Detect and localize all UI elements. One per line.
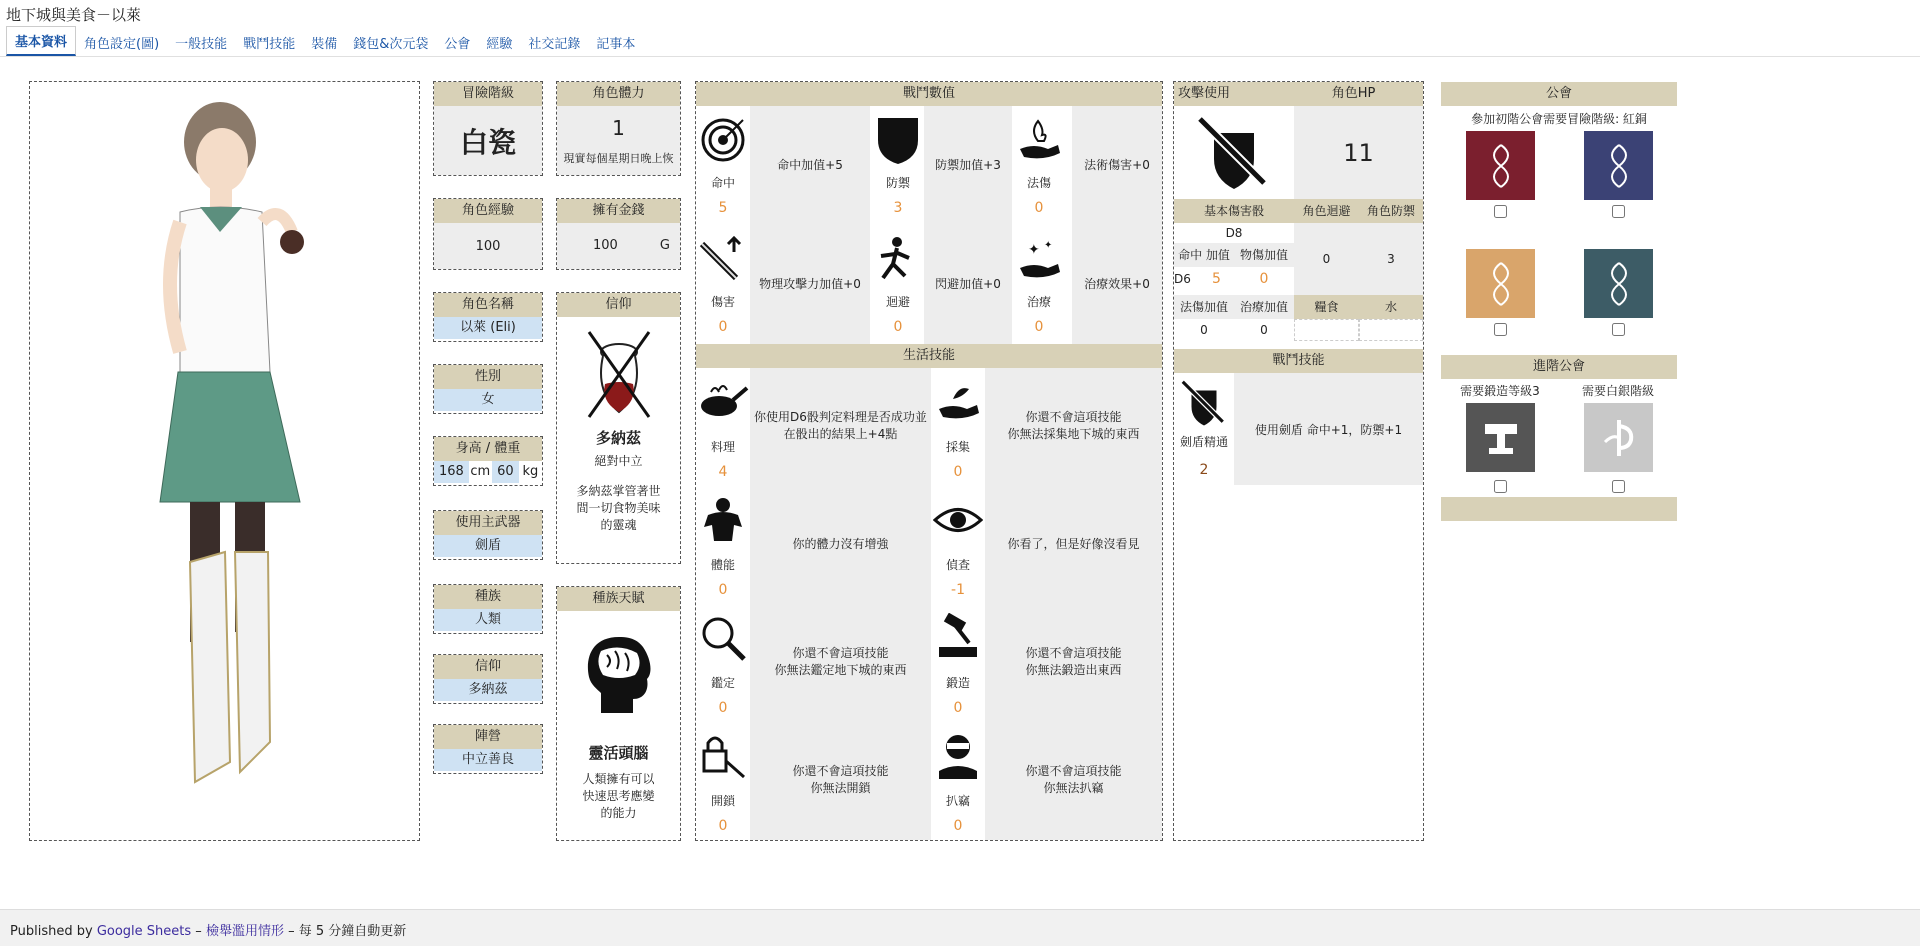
height-value: 168 <box>434 461 469 483</box>
exp-value: 100 <box>434 223 542 269</box>
heal-bonus-label: 治療加值 <box>1234 295 1294 319</box>
height-unit: cm <box>470 464 491 479</box>
faith-label: 信仰 <box>434 655 542 679</box>
footer-dash-1: – <box>195 924 202 939</box>
hit-bonus: 5 <box>1212 271 1221 287</box>
report-abuse-link[interactable]: 檢舉濫用情形 <box>205 924 284 939</box>
faith-symbol-icon <box>557 317 680 427</box>
tab-8[interactable]: 社交記錄 <box>528 37 581 52</box>
money-value: 100 <box>593 238 618 253</box>
tab-1[interactable]: 角色設定(圖) <box>84 37 160 52</box>
d6-label: D6 <box>1174 272 1191 286</box>
character-portrait <box>30 82 419 840</box>
water-value[interactable] <box>1359 319 1423 341</box>
tab-6[interactable]: 公會 <box>444 37 471 52</box>
magic-name: 法傷 <box>1026 176 1051 190</box>
faith-box <box>433 654 543 704</box>
evade-value: 0 <box>893 319 903 335</box>
money-panel <box>556 198 681 270</box>
body-value: 0 <box>718 582 728 598</box>
scout-desc: 你看了，但是好像沒看見 <box>1007 536 1140 551</box>
target-icon <box>696 110 750 170</box>
gather-name: 採集 <box>945 440 970 454</box>
role-def: 3 <box>1359 223 1423 295</box>
attack-panel <box>1173 81 1424 841</box>
align-value: 中立善良 <box>434 749 542 771</box>
money-label: 擁有金錢 <box>557 199 680 223</box>
hit-bonus-label: 命中 加值 <box>1178 248 1230 262</box>
scout-name: 偵查 <box>945 558 970 572</box>
tab-2[interactable]: 一般技能 <box>175 37 228 52</box>
exp-box <box>433 198 543 270</box>
guild-emblem-4-icon <box>1584 249 1653 318</box>
cooking-pan-icon <box>696 374 750 430</box>
guild-label: 公會 <box>1441 82 1677 106</box>
sheet-tabs <box>6 30 643 56</box>
steal-name: 扒竊 <box>945 794 970 808</box>
rank-label: 冒險階級 <box>434 82 542 106</box>
cook-name: 料理 <box>710 440 735 454</box>
body-desc: 你的體力沒有增強 <box>792 536 889 551</box>
character-portrait-panel <box>29 81 420 841</box>
guild-footer-bar <box>1441 497 1677 521</box>
magic-hand-icon <box>1012 110 1066 170</box>
magnifier-icon <box>696 610 750 666</box>
lock-name: 開鎖 <box>710 794 735 808</box>
talent-name: 靈活頭腦 <box>588 744 649 762</box>
evade-name: 迴避 <box>885 295 910 309</box>
forge-value: 0 <box>953 700 963 716</box>
appraise-value: 0 <box>718 700 728 716</box>
steal-value: 0 <box>953 818 963 834</box>
name-box <box>433 292 543 342</box>
combat-skill-name: 劍盾精通 <box>1179 435 1228 449</box>
faith-value: 多納茲 <box>434 679 542 701</box>
guild-checkbox-2[interactable] <box>1612 205 1625 218</box>
def-name: 防禦 <box>885 176 910 190</box>
evade-bonus: 閃避加值+0 <box>935 276 1001 291</box>
guild-checkbox-1[interactable] <box>1494 205 1507 218</box>
published-footer <box>0 909 1920 946</box>
muscle-icon <box>696 492 750 548</box>
phys-bonus: 0 <box>1259 271 1269 287</box>
hit-name: 命中 <box>710 176 735 190</box>
gather-desc: 你還不會這項技能 你無法採集地下城的東西 <box>1007 410 1140 441</box>
race-box <box>433 584 543 634</box>
hp-label: 角色HP <box>1284 82 1423 106</box>
talent-label: 種族天賦 <box>557 587 680 611</box>
magic-bonus: 0 <box>1200 323 1208 337</box>
forge-hammer-icon <box>931 610 985 666</box>
faith-card-label: 信仰 <box>557 293 680 317</box>
sword-up-icon <box>696 229 750 289</box>
sword-shield-skill-icon <box>1174 373 1234 433</box>
hw-label: 身高 / 體重 <box>434 437 542 461</box>
combat-label: 戰鬥數值 <box>696 82 1162 106</box>
sword-shield-icon <box>1174 106 1294 199</box>
tab-divider <box>0 56 1920 57</box>
heal-name: 治療 <box>1026 295 1051 309</box>
footer-dash-2: – <box>288 924 295 939</box>
faith-desc: 多納茲掌管著世間一切食物美味的靈魂 <box>576 484 661 532</box>
faith-name: 多納茲 <box>595 429 641 447</box>
faith-sub: 絕對中立 <box>594 454 643 468</box>
gender-label: 性別 <box>434 365 542 389</box>
adv-guild-checkbox-1[interactable] <box>1494 480 1507 493</box>
guild-panel <box>1441 82 1677 521</box>
race-value: 人類 <box>434 609 542 631</box>
stamina-label: 角色體力 <box>557 82 680 106</box>
exp-label: 角色經驗 <box>434 199 542 223</box>
eye-icon <box>931 492 985 548</box>
appraise-name: 鑑定 <box>710 676 735 690</box>
magic-value: 0 <box>1034 200 1044 216</box>
name-label: 角色名稱 <box>434 293 542 317</box>
rank-box <box>433 81 543 176</box>
brain-icon <box>557 611 680 736</box>
body-name: 體能 <box>710 558 735 572</box>
tab-0[interactable]: 基本資料 <box>6 26 76 56</box>
guild-emblem-1-icon <box>1466 131 1535 200</box>
combat-skill-label: 戰鬥技能 <box>1174 349 1423 373</box>
hw-box <box>433 436 543 486</box>
lock-value: 0 <box>718 818 728 834</box>
role-evade: 0 <box>1294 223 1359 295</box>
stamina-panel <box>556 81 681 176</box>
base-dmg-label: 基本傷害骰 <box>1174 199 1294 223</box>
attack-use-label: 攻擊使用 <box>1174 82 1234 106</box>
tab-3[interactable]: 戰鬥技能 <box>243 37 296 52</box>
food-label: 糧食 <box>1294 295 1359 319</box>
guild-emblem-2-icon <box>1584 131 1653 200</box>
gather-hand-icon <box>931 374 985 430</box>
auto-update-text: 每 5 分鐘自動更新 <box>298 924 407 939</box>
role-def-label: 角色防禦 <box>1359 199 1423 223</box>
document-title: 地下城與美食－以萊 <box>6 6 142 24</box>
tab-9[interactable]: 記事本 <box>596 37 636 52</box>
name-value: 以萊 (Eli) <box>434 317 542 339</box>
weight-unit: kg <box>522 464 539 479</box>
forge-desc: 你還不會這項技能 你無法鍛造出東西 <box>1025 646 1122 677</box>
tab-7[interactable]: 經驗 <box>486 37 513 52</box>
shield-icon <box>871 110 925 170</box>
cook-desc: 你使用D6骰判定料理是否成功並在骰出的結果上+4點 <box>754 410 927 441</box>
life-skills-label: 生活技能 <box>696 344 1162 368</box>
stamina-value: 1 <box>612 116 625 140</box>
role-evade-label: 角色迴避 <box>1294 199 1359 223</box>
weapon-value: 劍盾 <box>434 535 542 557</box>
heal-bonus: 0 <box>1260 323 1268 337</box>
weapon-label: 使用主武器 <box>434 511 542 535</box>
food-value[interactable] <box>1294 319 1359 341</box>
align-box <box>433 724 543 774</box>
svg-text:✦: ✦ <box>1028 242 1040 258</box>
def-bonus: 防禦加值+3 <box>935 157 1001 172</box>
heal-value: 0 <box>1034 319 1044 335</box>
anvil-guild-icon <box>1466 403 1535 472</box>
combat-stats-panel <box>695 81 1163 841</box>
water-label: 水 <box>1359 295 1423 319</box>
combat-skill-level: 2 <box>1199 462 1209 478</box>
thief-icon <box>931 728 985 784</box>
gender-value: 女 <box>434 389 542 411</box>
dmg-name: 傷害 <box>710 295 735 309</box>
tab-5[interactable]: 錢包&次元袋 <box>353 37 429 52</box>
guild-requirement: 參加初階公會需要冒險階級: 紅銅 <box>1471 112 1647 126</box>
scout-value: -1 <box>951 582 965 598</box>
google-sheets-link[interactable]: Google Sheets <box>96 924 192 939</box>
adv-requirement-2: 需要白銀階級 <box>1581 384 1654 398</box>
dodge-icon <box>871 229 925 289</box>
rank-value: 白瓷 <box>434 106 542 175</box>
dmg-bonus: 物理攻擊力加值+0 <box>759 276 861 291</box>
hit-bonus: 命中加值+5 <box>777 157 843 172</box>
magic-bonus-label: 法傷加值 <box>1174 295 1234 319</box>
stamina-note: 現實每個星期日晚上恢 <box>563 152 674 165</box>
hp-value: 11 <box>1294 106 1423 199</box>
phys-bonus-label: 物傷加值 <box>1239 248 1288 262</box>
adv-guild-checkbox-2[interactable] <box>1612 480 1625 493</box>
forge-name: 鍛造 <box>945 676 970 690</box>
lock-desc: 你還不會這項技能 你無法開鎖 <box>792 764 889 795</box>
base-dmg: D8 <box>1225 226 1243 240</box>
hit-value: 5 <box>718 200 728 216</box>
combat-skill-desc: 使用劍盾 命中+1，防禦+1 <box>1234 373 1423 485</box>
gather-value: 0 <box>953 464 963 480</box>
silver-guild-icon <box>1584 403 1653 472</box>
def-value: 3 <box>893 200 903 216</box>
tab-4[interactable]: 裝備 <box>311 37 338 52</box>
race-label: 種族 <box>434 585 542 609</box>
steal-desc: 你還不會這項技能 你無法扒竊 <box>1025 764 1122 795</box>
guild-emblem-3-icon <box>1466 249 1535 318</box>
weight-value: 60 <box>492 461 519 483</box>
heal-hand-icon <box>1012 229 1066 289</box>
advanced-guild-label: 進階公會 <box>1441 355 1677 379</box>
adv-requirement-1: 需要鍛造等級3 <box>1460 384 1540 398</box>
guild-checkbox-4[interactable] <box>1612 323 1625 336</box>
guild-checkbox-3[interactable] <box>1494 323 1507 336</box>
align-label: 陣營 <box>434 725 542 749</box>
dmg-value: 0 <box>718 319 728 335</box>
cook-value: 4 <box>718 464 728 480</box>
lockpick-icon <box>696 728 750 784</box>
talent-desc: 人類擁有可以快速思考應變的能力 <box>582 772 655 820</box>
weapon-box <box>433 510 543 560</box>
talent-card <box>556 586 681 841</box>
heal-bonus: 治療效果+0 <box>1084 276 1150 291</box>
appraise-desc: 你還不會這項技能 你無法鑑定地下城的東西 <box>774 646 907 677</box>
svg-text:✦: ✦ <box>1044 240 1053 251</box>
faith-card <box>556 292 681 564</box>
magic-bonus: 法術傷害+0 <box>1084 157 1150 172</box>
published-by-text: Published by <box>10 924 93 939</box>
money-unit: G <box>659 238 670 253</box>
gender-box <box>433 364 543 414</box>
